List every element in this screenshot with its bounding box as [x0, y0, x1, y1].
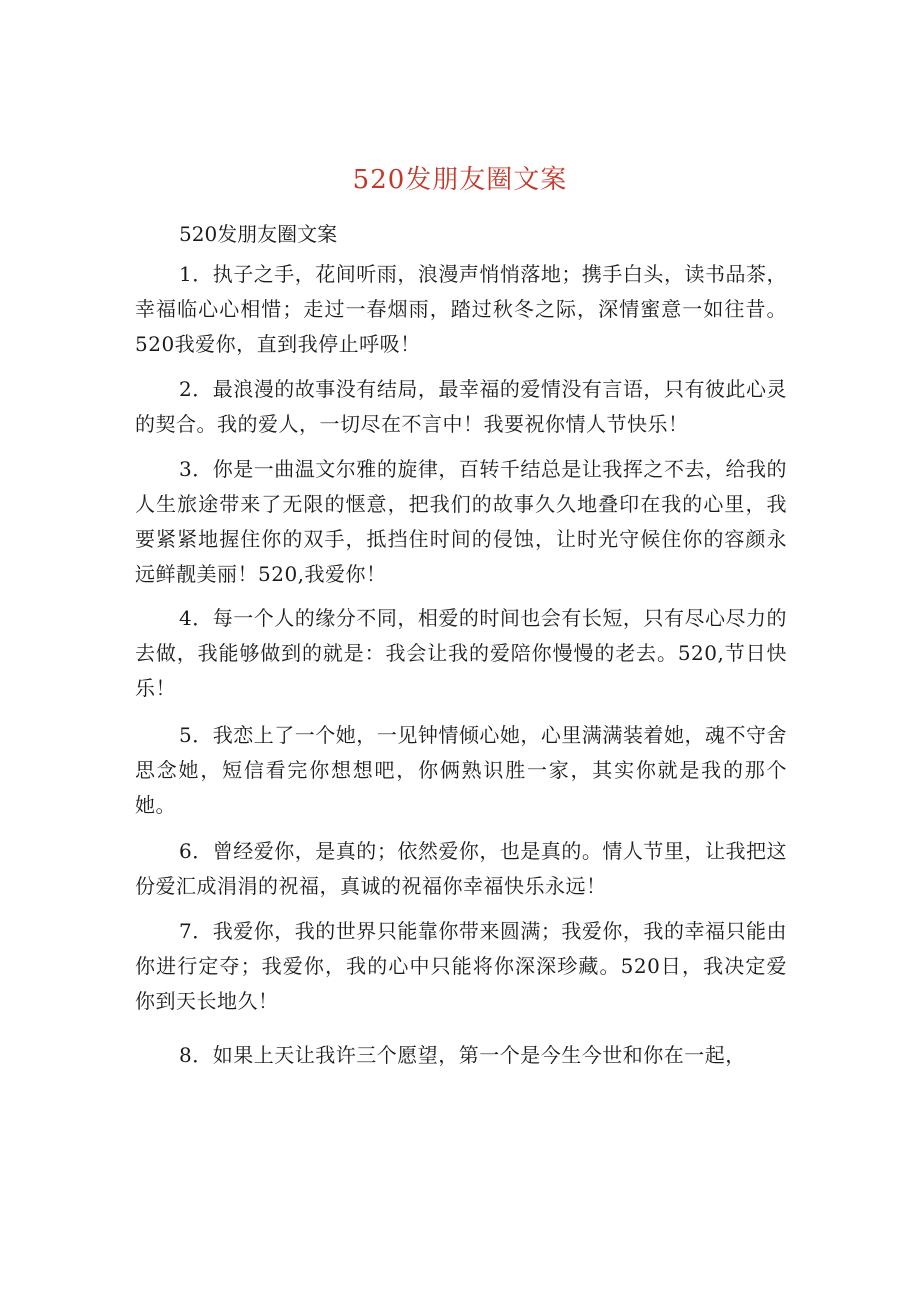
paragraph-6: 6．曾经爱你，是真的；依然爱你，也是真的。情人节里，让我把这份爱汇成涓涓的祝福，真诚的祝福你幸福快乐永远！ [135, 839, 787, 898]
paragraph-7: 7．我爱你，我的世界只能靠你带来圆满；我爱你，我的幸福只能由你进行定夺；我爱你，我的心中只能将你深深珍藏。520日，我决定爱你到天长地久！ [135, 919, 787, 1013]
paragraph-2: 2．最浪漫的故事没有结局，最幸福的爱情没有言语，只有彼此心灵的契合。我的爱人，一切尽在不言中！我要祝你情人节快乐！ [135, 377, 787, 436]
paragraph-4: 4．每一个人的缘分不同，相爱的时间也会有长短，只有尽心尽力的去做，我能够做到的就是：我会让我的爱陪你慢慢的老去。520,节日快乐！ [135, 606, 787, 700]
paragraph-8: 8．如果上天让我许三个愿望，第一个是今生今世和你在一起， [179, 1043, 746, 1067]
document-body [135, 214, 787, 1073]
paragraph-1: 1．执子之手，花间听雨，浪漫声悄悄落地；携手白头，读书品茶，幸福临心心相惜；走过一春烟雨，踏过秋冬之际，深情蜜意一如往昔。520我爱你，直到我停止呼吸！ [135, 262, 787, 356]
paragraph-3: 3．你是一曲温文尔雅的旋律，百转千结总是让我挥之不去，给我的人生旅途带来了无限的惬意，把我们的故事久久地叠印在我的心里，我要紧紧地握住你的双手，抵挡住时间的侵蚀，让时光守候住你的容颜永远鲜靓美丽！520,我爱你！ [135, 457, 787, 586]
document-subtitle: 520发朋友圈文案 [179, 222, 338, 246]
document-title: 520发朋友圈文案 [352, 165, 568, 195]
paragraph-5: 5．我恋上了一个她，一见钟情倾心她，心里满满装着她，魂不守舍思念她，短信看完你想想吧，你俩熟识胜一家，其实你就是我的那个她。 [135, 723, 787, 817]
